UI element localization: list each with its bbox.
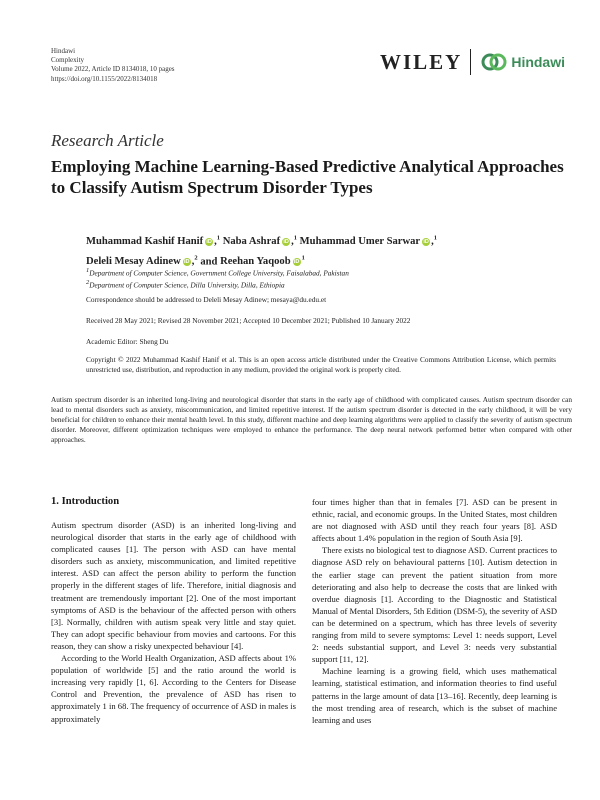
orcid-icon[interactable]: iD <box>283 238 289 245</box>
wiley-logo: WILEY <box>379 49 463 74</box>
journal-meta <box>51 47 175 84</box>
copyright-notice: Copyright © 2022 Muhammad Kashif Hanif et al. This is an open access article distributed under the Creative Commons Attribution License, which permits unrestricted use, distribution, and reproduction in any medium, provided the original work is properly cited. <box>86 355 556 374</box>
academic-editor: Academic Editor: Sheng Du <box>86 337 169 346</box>
publisher-line: Hindawi <box>51 47 76 55</box>
section-heading: 1. Introduction <box>51 496 120 507</box>
paragraph: According to the World Health Organization, ASD affects about 1% population of worldwide [5] and the ratio around the world is increasing very rapidly [1, 6]. According to the Centers for Disease Control and Prevention, the prevalence of ASD has risen to approximately 1 in 68. The frequency of occurrence of ASD in males is approximately <box>51 653 296 724</box>
doi-link[interactable]: https://doi.org/10.1155/2022/8134018 <box>51 74 158 83</box>
hindawi-logo: Hindawi <box>511 54 565 70</box>
author-name: Muhammad Kashif Hanif <box>86 235 204 247</box>
author[interactable]: Deleli Mesay Adinew iD ,$^2$ <box>86 254 198 268</box>
affiliation <box>86 266 556 278</box>
orcid-icon[interactable]: iD <box>293 259 300 266</box>
correspondence: Correspondence should be addressed to Deleli Mesay Adinew; mesaya@du.edu.et <box>86 295 327 304</box>
right-column <box>312 496 557 726</box>
abstract: Autism spectrum disorder is an inherited long-living and neurological disorder that starts in the early age of childhood with complicated causes. Autism spectrum disorder can lead to mental disorders such as anxiety, miscommunication, and limited repetitive interest. If the autism spectrum disorder is detected in the early childhood, it will be very beneficial for children to enhance their mental health level. In this study, different machine and deep learning algorithms were applied to classify the severity of autism spectrum disorder. Moreover, different optimization techniques were employed to enhance the performance. The deep neural network performed better when compared with other approaches. <box>51 395 572 444</box>
article-type: Research Article <box>51 131 164 150</box>
author-name: Naba Ashraf <box>222 235 281 247</box>
paragraph: four times higher than that in females [7]. ASD can be present in ethnic, racial, and economic groups. In the United States, most children are not diagnosed with ASD until they reach four years [8]. ASD affects about 1.4% population in the region of South Asia [9]. <box>312 497 557 544</box>
orcid-icon[interactable]: iD <box>184 259 190 266</box>
affiliation <box>86 278 556 290</box>
orcid-icon[interactable]: iD <box>206 238 212 245</box>
author-affiliation-number: 2 <box>194 254 198 262</box>
author-name: Deleli Mesay Adinew <box>86 256 181 268</box>
affiliation-text: Department of Computer Science, Government College University, Faisalabad, Pakistan <box>89 268 349 278</box>
hindawi-icon <box>481 52 507 72</box>
author-affiliation-number: 1 <box>293 234 298 241</box>
author[interactable]: Muhammad Umer Sarwar iD ,$^1$ <box>299 234 438 247</box>
author-name: Muhammad Umer Sarwar <box>299 235 421 247</box>
affiliation-number: 2 <box>86 279 90 287</box>
author-and: and <box>200 256 218 268</box>
paragraph: Autism spectrum disorder (ASD) is an inherited long-living and neurological disorder that starts in the early age of childhood with complicated causes [1]. The person with ASD can have mental disorders such as anxiety, miscommunication, and limited repetitive interest. ASD can affect the person ability to perform the function properly in the different stages of life. Therefore, initial diagnosis and treatment are tremendously important [2]. One of the most important symptoms of ASD is the behaviour of the affected person with others [3]. Normally, children with autism speak very little and stay quiet. They can adopt specific behaviour from movies and cartoons. For this reason, they can show a risky unexpected behaviour [4]. <box>51 520 296 651</box>
logo-divider <box>470 49 471 75</box>
journal-name: Complexity <box>51 56 85 65</box>
affiliation-number: 1 <box>86 267 90 274</box>
author-affiliation-number: 1 <box>216 234 221 241</box>
author-name: Reehan Yaqoob <box>220 256 291 268</box>
affiliations <box>86 266 556 291</box>
paragraph: There exists no biological test to diagnose ASD. Current practices to diagnose ASD rely on behavioural patterns [10]. Autism detection in the earlier stage can prevent the patient situation from more deteriorating and also help to decrease the costs that are linked with overdue diagnosis [1]. According to the Diagnostic and Statistical Manual of Mental Disorders, 5th Edition (DSM-5), the severity of ASD can be determined on a spectrum, which has three levels of severity ranging from mild to severe symptoms: Level 1: needs support, Level 2: needs substantial support, and Level 3: needs very substantial support [11, 12]. <box>312 545 557 665</box>
left-column <box>51 519 296 725</box>
paragraph: Machine learning is a growing field, which uses mathematical learning, statistical estimation, and information theories to find useful patterns in the large amount of data [13–16]. Recently, deep learning is the most trending area of research, which is the subset of machine learning and uses <box>312 666 557 725</box>
affiliation-text: Department of Computer Science, Dilla University, Dilla, Ethiopia <box>89 280 285 290</box>
author-affiliation-number: 1 <box>433 234 438 241</box>
publisher-logos <box>380 49 565 75</box>
author-affiliation-number: 1 <box>301 254 305 262</box>
orcid-icon[interactable]: iD <box>423 238 429 245</box>
publication-dates: Received 28 May 2021; Revised 28 November 2021; Accepted 10 December 2021; Published 10 January 2022 <box>86 316 411 325</box>
volume-line: Volume 2022, Article ID 8134018, 10 pages <box>51 65 175 74</box>
paper-title: Employing Machine Learning-Based Predictive Analytical Approaches to Classify Autism Spectrum Disorder Types <box>51 157 564 197</box>
author[interactable]: Muhammad Kashif Hanif iD ,$^1$ <box>86 234 221 247</box>
author-list <box>86 229 556 270</box>
author[interactable]: Naba Ashraf iD ,$^1$ <box>222 234 298 247</box>
